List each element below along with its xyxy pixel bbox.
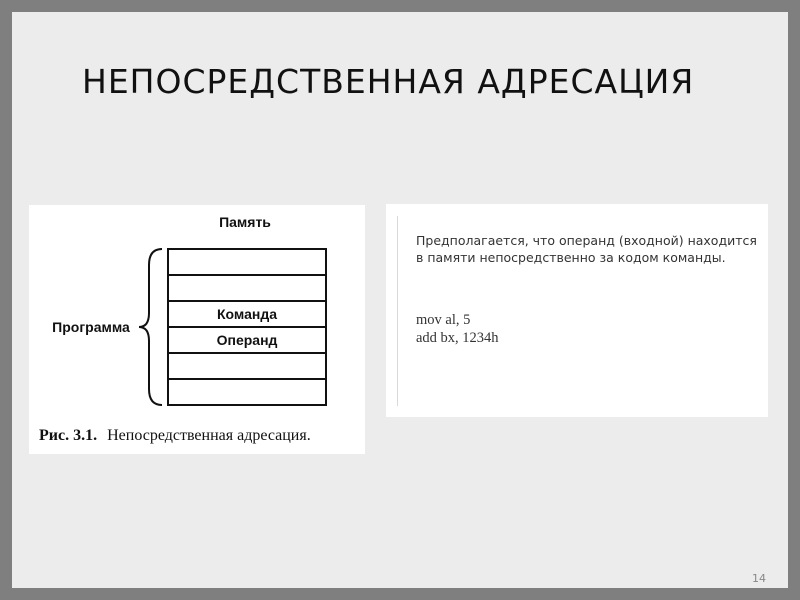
page-number: 14	[752, 572, 766, 585]
memory-cell-4-label: Операнд	[216, 332, 278, 348]
description-text: Предполагается, что операнд (входной) находится в памяти непосредственно за кодом команды.	[416, 233, 757, 265]
panel-divider	[397, 216, 398, 406]
memory-cell-1	[168, 249, 326, 275]
figure-caption	[39, 427, 311, 444]
program-brace	[139, 249, 162, 405]
memory-cell-5	[168, 353, 326, 379]
figure-caption-text: Непосредственная адресация.	[107, 427, 311, 444]
memory-cell-3-label: Команда	[217, 306, 277, 322]
slide	[12, 12, 788, 588]
memory-diagram	[29, 205, 365, 454]
code-block	[416, 311, 499, 347]
memory-cell-2	[168, 275, 326, 301]
memory-label: Память	[219, 214, 271, 230]
memory-cell-6	[168, 379, 326, 405]
code-line-1: mov al, 5	[416, 312, 471, 328]
memory-cells	[168, 249, 326, 405]
text-panel	[386, 204, 768, 417]
program-label: Программа	[52, 319, 130, 335]
code-line-2: add bx, 1234h	[416, 330, 499, 346]
figure-caption-prefix: Рис. 3.1.	[39, 427, 98, 444]
slide-title: НЕПОСРЕДСТВЕННАЯ АДРЕСАЦИЯ	[82, 62, 695, 101]
figure-image	[29, 205, 365, 454]
